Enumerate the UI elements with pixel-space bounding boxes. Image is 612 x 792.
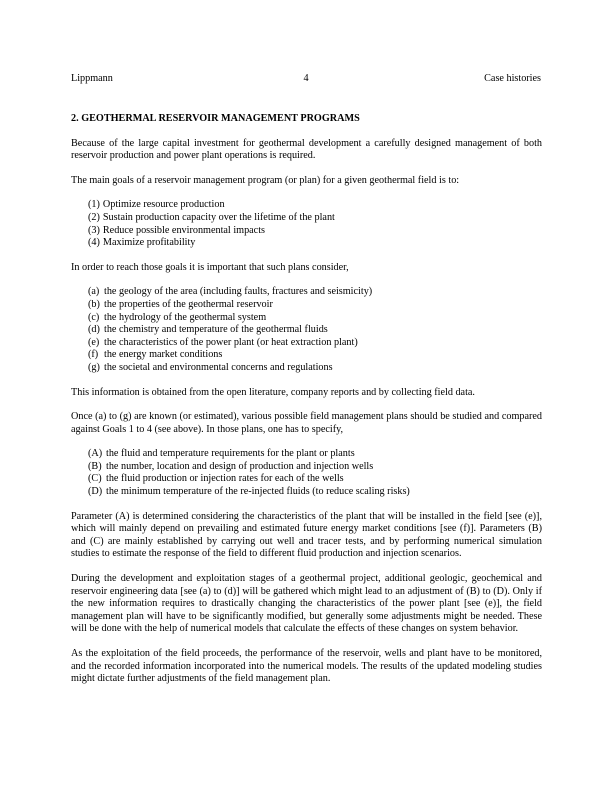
- specify-intro-paragraph: Once (a) to (g) are known (or estimated), various possible field management plans should be studied and compared against Goals 1 to 4 (see above). In those plans, one has to specify,: [71, 411, 542, 435]
- exploitation-paragraph: As the exploitation of the field proceeds, the performance of the reservoir, wells and plant have to be monitored, and the recorded information incorporated into the numerical models. The results of the updated modeling studies might dictate further adjustments of the field management plan.: [71, 648, 542, 685]
- section-title: 2. GEOTHERMAL RESERVOIR MANAGEMENT PROGRAMS: [71, 113, 360, 124]
- list-item-text: the hydrology of the geothermal system: [104, 311, 267, 323]
- page-header: [71, 73, 541, 86]
- list-item-label: (b): [88, 298, 100, 310]
- list-item-label: (c): [88, 311, 100, 323]
- list-item-label: (f): [88, 349, 99, 361]
- list-item-label: (g): [88, 361, 100, 373]
- list-item-label: (D): [88, 486, 103, 498]
- list-item: [88, 312, 542, 325]
- list-item-label: (A): [88, 448, 103, 460]
- list-item-text: Reduce possible environmental impacts: [102, 224, 266, 236]
- consider-intro-paragraph: In order to reach those goals it is important that such plans consider,: [71, 261, 349, 273]
- list-item-text: the minimum temperature of the re-injected fluids (to reduce scaling risks): [106, 486, 410, 498]
- page-body: [71, 113, 542, 698]
- list-item: [88, 362, 542, 375]
- goals-list: [71, 199, 542, 249]
- list-item-label: (C): [88, 473, 102, 485]
- list-item-label: (3): [88, 224, 100, 236]
- list-item: [88, 349, 542, 362]
- list-item-text: the fluid and temperature requirements for the plant or plants: [106, 448, 355, 460]
- info-source-paragraph: This information is obtained from the open literature, company reports and by collecting field data.: [71, 386, 475, 398]
- list-item-text: Maximize profitability: [102, 237, 196, 249]
- list-item-text: the societal and environmental concerns and regulations: [104, 361, 333, 373]
- list-item-label: (d): [88, 324, 100, 336]
- list-item: [88, 237, 542, 250]
- list-item-label: (4): [88, 237, 100, 249]
- list-item-text: the properties of the geothermal reservoir: [104, 298, 273, 310]
- list-item: [88, 199, 542, 212]
- list-item: [88, 486, 542, 499]
- list-item-text: Optimize resource production: [102, 199, 225, 211]
- list-item: [88, 473, 542, 486]
- header-author: Lippmann: [71, 73, 113, 84]
- list-item-label: (1): [88, 199, 100, 211]
- list-item: [88, 337, 542, 350]
- list-item: [88, 299, 542, 312]
- list-item: [88, 461, 542, 474]
- intro-paragraph: Because of the large capital investment for geothermal development a carefully designed management of both reservoir production and power plant operations is required.: [71, 137, 542, 162]
- list-item-text: the geology of the area (including faults, fractures and seismicity): [104, 286, 373, 298]
- goals-intro-paragraph: The main goals of a reservoir management program (or plan) for a given geothermal field is to:: [71, 174, 460, 186]
- list-item-text: the number, location and design of production and injection wells: [106, 460, 374, 472]
- page-number: 4: [303, 73, 309, 84]
- parameters-paragraph: Parameter (A) is determined considering the characteristics of the plant that will be installed in the field [see (e)], which will mainly depend on prevailing and estimated future energy market conditions [see (f)]. Parameters (B) and (C) are mainly established by carrying out well and tracer tests, and by performing numerical simulation studies to estimate the response of the field to different fluid production and injection scenarios.: [71, 510, 542, 560]
- list-item-text: the chemistry and temperature of the geothermal fluids: [104, 324, 328, 336]
- list-item-label: (e): [88, 336, 100, 348]
- list-item-label: (B): [88, 460, 102, 472]
- list-item-text: the characteristics of the power plant (or heat extraction plant): [104, 336, 358, 348]
- list-item: [88, 448, 542, 461]
- header-section: Case histories: [484, 73, 541, 84]
- list-item-label: (a): [88, 286, 100, 298]
- list-item-label: (2): [88, 211, 100, 223]
- list-item-text: the fluid production or injection rates for each of the wells: [106, 473, 344, 485]
- list-item: [88, 324, 542, 337]
- list-item: [88, 286, 542, 299]
- list-item: [88, 212, 542, 225]
- list-item: [88, 225, 542, 238]
- list-item-text: the energy market conditions: [104, 349, 223, 361]
- list-item-text: Sustain production capacity over the lifetime of the plant: [102, 211, 335, 223]
- specifications-list: [71, 448, 542, 498]
- considerations-list: [71, 286, 542, 374]
- development-paragraph: During the development and exploitation stages of a geothermal project, additional geologic, geochemical and reservoir engineering data [see (a) to (d)] will be gathered which might lead to an adjustment of (B) to (D). Only if the new information requires to drastically changing the characteristics of the power plant [see (e)], the field management plan will have to be significantly modified, but generally some adjustments might be needed. These will be done with the help of numerical models that calculate the effects of these changes on system behavior.: [71, 573, 542, 635]
